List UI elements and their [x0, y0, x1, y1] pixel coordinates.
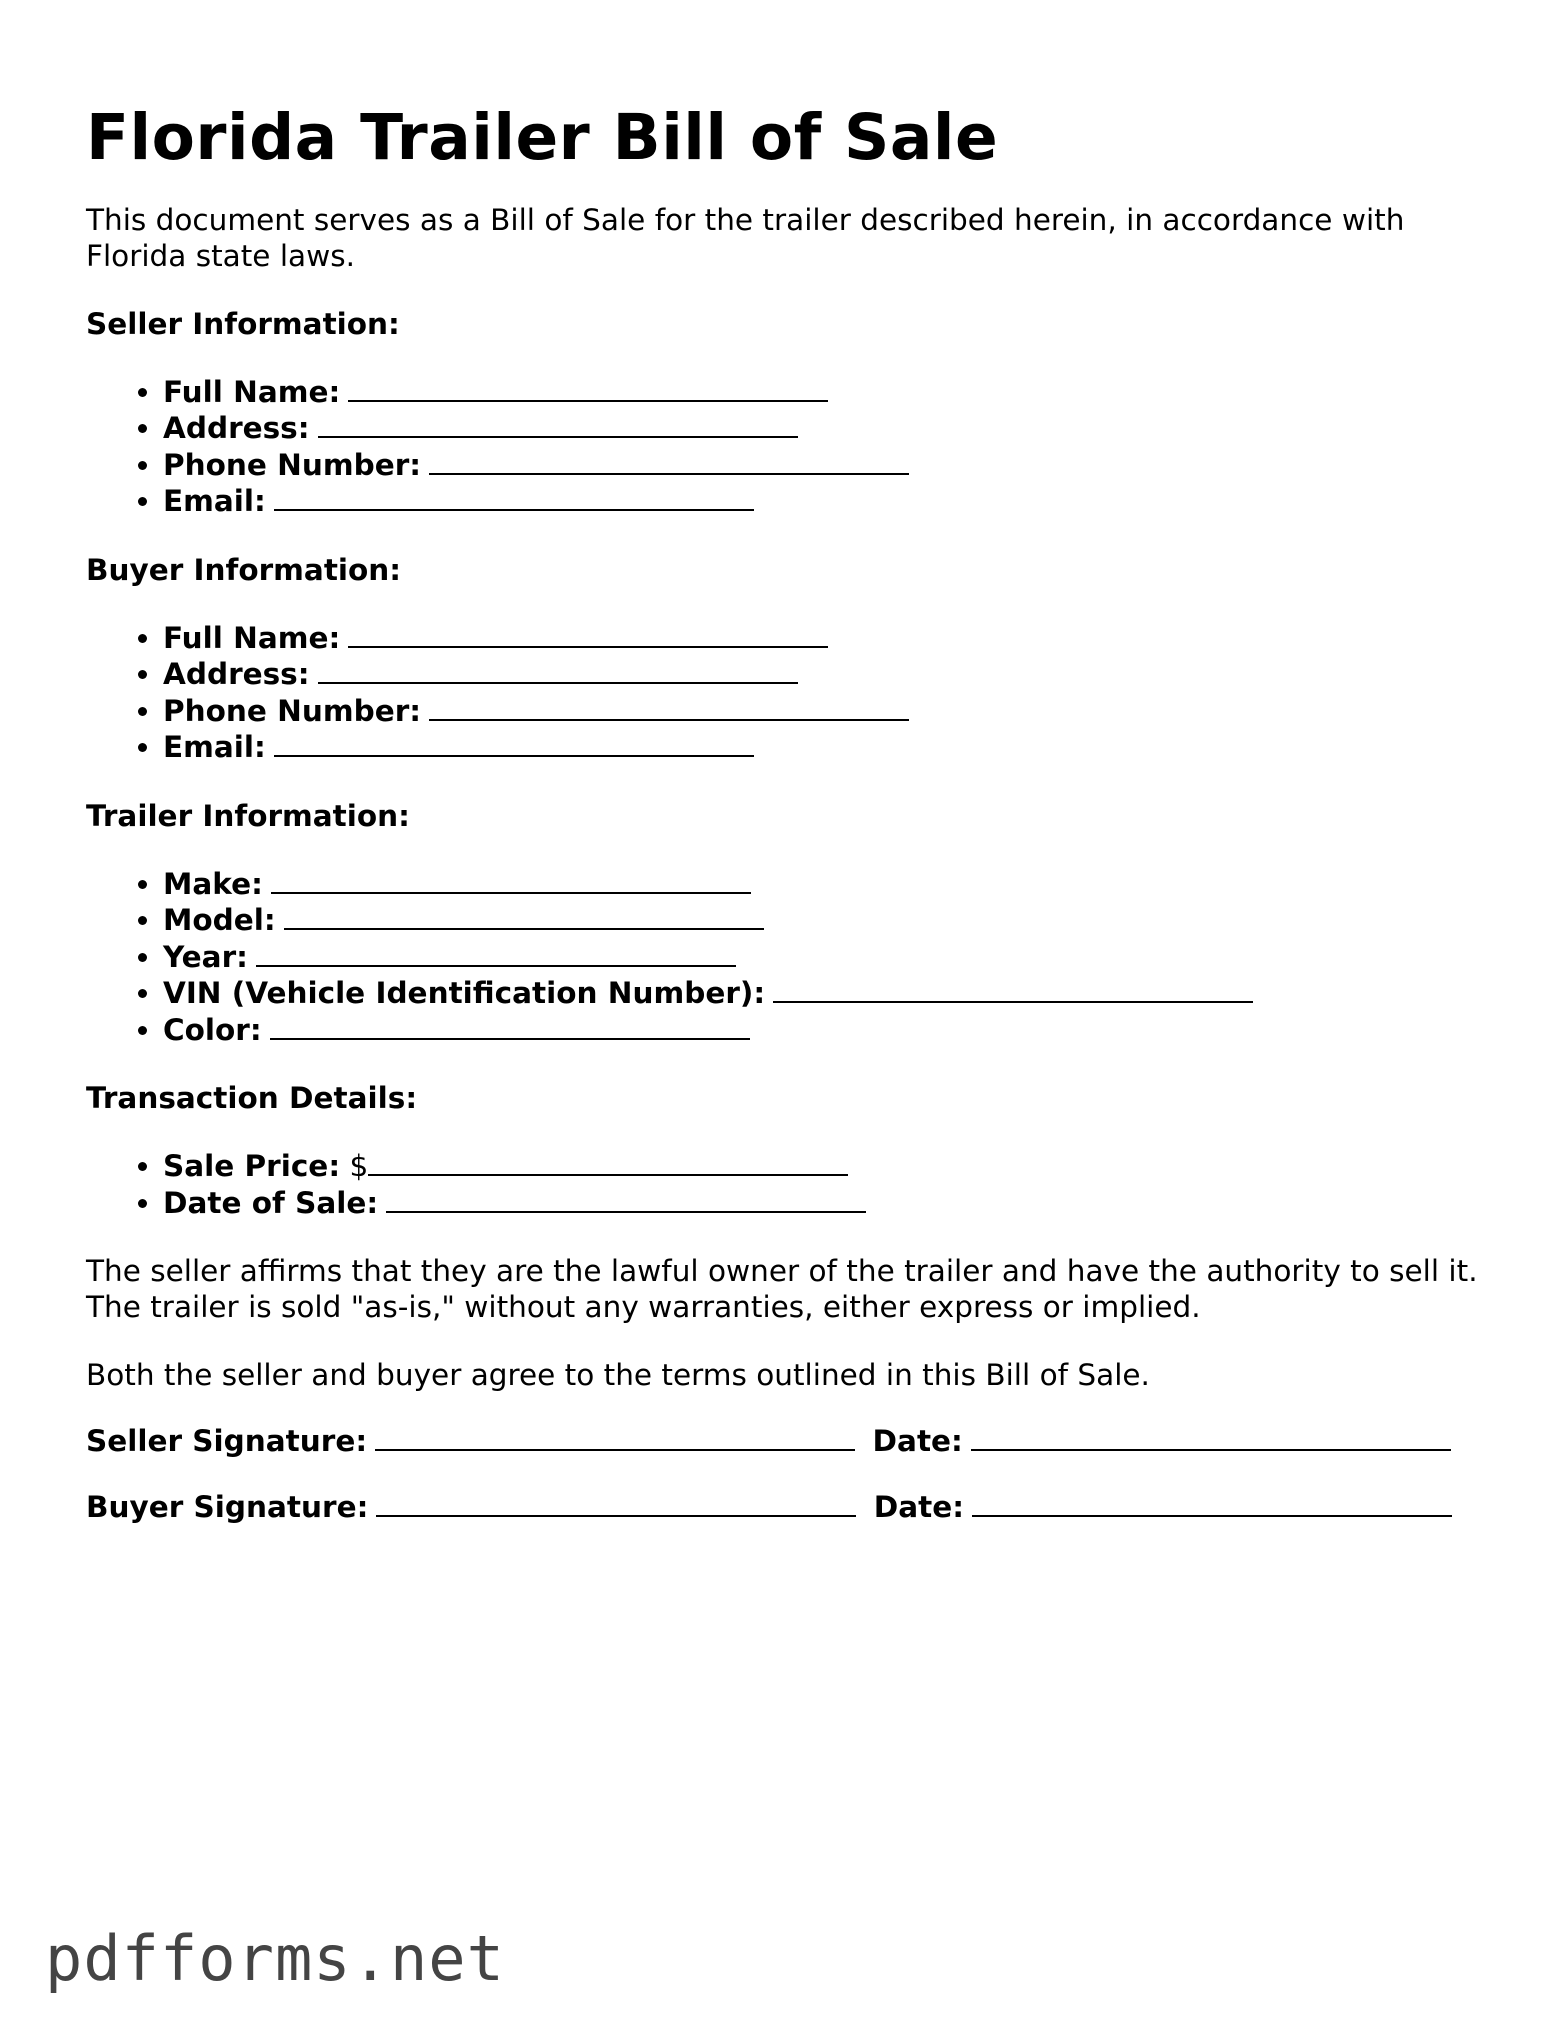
list-item	[163, 620, 1486, 657]
seller-email-field[interactable]	[274, 485, 754, 511]
buyer-signature-label: Buyer Signature:	[86, 1490, 369, 1525]
affirmation-paragraph: The seller affirms that they are the lawful owner of the trailer and have the authority to sell it. The trailer is sold "as-is," without any warranties, either express or implied.	[86, 1254, 1478, 1325]
buyer-date-field[interactable]	[972, 1491, 1452, 1517]
trailer-model-label: Model:	[163, 903, 276, 938]
list-item	[163, 729, 1486, 766]
seller-date-field[interactable]	[971, 1425, 1451, 1451]
buyer-field-list	[86, 620, 1486, 766]
sale-price-field[interactable]	[368, 1150, 848, 1176]
seller-address-field[interactable]	[318, 412, 798, 438]
seller-phone-label: Phone Number:	[163, 447, 422, 482]
list-item	[163, 656, 1486, 693]
list-item	[163, 483, 1486, 520]
buyer-phone-field[interactable]	[429, 695, 909, 721]
seller-signature-row	[86, 1423, 1486, 1459]
transaction-field-list	[86, 1148, 1486, 1221]
date-of-sale-field[interactable]	[386, 1187, 866, 1213]
buyer-phone-label: Phone Number:	[163, 693, 422, 728]
list-item	[163, 975, 1486, 1012]
list-item	[163, 902, 1486, 939]
intro-paragraph: This document serves as a Bill of Sale for the trailer described herein, in accordance with Florida state laws.	[86, 202, 1405, 273]
trailer-color-label: Color:	[163, 1012, 262, 1047]
buyer-address-label: Address:	[163, 657, 310, 692]
seller-section-heading: Seller Information:	[86, 306, 400, 341]
buyer-email-field[interactable]	[274, 731, 754, 757]
buyer-date-label: Date:	[873, 1490, 965, 1525]
page-title: Florida Trailer Bill of Sale	[86, 101, 999, 174]
list-item	[163, 1012, 1486, 1049]
seller-address-label: Address:	[163, 411, 310, 446]
watermark: pdfforms.net	[45, 1922, 505, 1995]
buyer-full-name-label: Full Name:	[163, 620, 341, 655]
seller-email-label: Email:	[163, 484, 266, 519]
trailer-field-list	[86, 866, 1486, 1049]
trailer-vin-field[interactable]	[773, 977, 1253, 1003]
trailer-make-field[interactable]	[271, 868, 751, 894]
list-item	[163, 693, 1486, 730]
seller-full-name-field[interactable]	[348, 376, 828, 402]
trailer-make-label: Make:	[163, 866, 263, 901]
agreement-paragraph: Both the seller and buyer agree to the terms outlined in this Bill of Sale.	[86, 1358, 1150, 1393]
trailer-year-label: Year:	[163, 939, 248, 974]
sale-price-label: Sale Price:	[163, 1149, 341, 1184]
transaction-section-heading: Transaction Details:	[86, 1081, 418, 1116]
list-item	[163, 1185, 1486, 1222]
buyer-signature-row	[86, 1489, 1486, 1525]
list-item	[163, 374, 1486, 411]
document-page	[86, 100, 1486, 1525]
seller-signature-label: Seller Signature:	[86, 1424, 368, 1459]
seller-date-label: Date:	[872, 1424, 963, 1459]
buyer-address-field[interactable]	[318, 658, 798, 684]
trailer-vin-label: VIN (Vehicle Identification Number):	[163, 976, 766, 1011]
buyer-email-label: Email:	[163, 730, 266, 765]
trailer-section-heading: Trailer Information:	[86, 798, 410, 833]
list-item	[163, 939, 1486, 976]
list-item	[163, 447, 1486, 484]
list-item	[163, 1148, 1486, 1185]
currency-symbol: $	[349, 1149, 369, 1184]
date-of-sale-label: Date of Sale:	[163, 1185, 379, 1220]
buyer-full-name-field[interactable]	[348, 622, 828, 648]
buyer-section-heading: Buyer Information:	[86, 552, 402, 587]
seller-full-name-label: Full Name:	[163, 374, 341, 409]
list-item	[163, 866, 1486, 903]
seller-phone-field[interactable]	[429, 449, 909, 475]
trailer-year-field[interactable]	[256, 941, 736, 967]
trailer-color-field[interactable]	[270, 1014, 750, 1040]
seller-signature-field[interactable]	[375, 1425, 855, 1451]
seller-field-list	[86, 374, 1486, 520]
buyer-signature-field[interactable]	[376, 1491, 856, 1517]
trailer-model-field[interactable]	[284, 904, 764, 930]
list-item	[163, 410, 1486, 447]
